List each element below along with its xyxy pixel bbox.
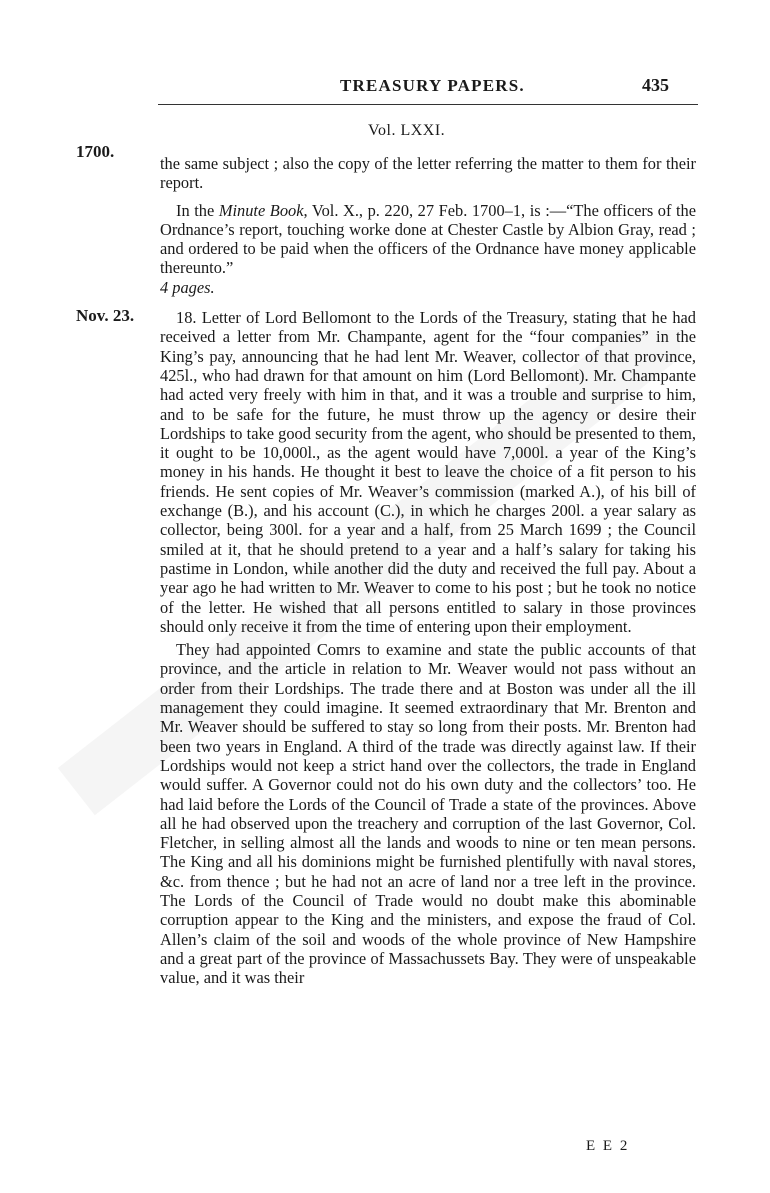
page-number: 435 <box>642 75 669 95</box>
minute-book-title: Minute Book <box>218 200 304 220</box>
signature-mark: E E 2 <box>586 1138 630 1154</box>
document-body <box>160 154 696 987</box>
paragraph-entry-18: 18. Letter of Lord Bellomont to the Lords of the Treasury, stating that he had received a letter from Mr. Champante, agent for the “four companies” in the King’s pay, announcing that he had lent Mr. Weaver, collector of that province, 425l., who had drawn for that amount on him (Lord Bellomont). Mr. Champante had acted very freely with him in that, and it was a trouble and surprise to him, and to be safe for the future, he must throw up the agency or desire their Lordships to take good security from the agent, who should be presented to them, it ought to be 10,000l., as the agent would have 7,000l. a year of the King’s money in his hands. He thought it best to leave the choice of a fit person to his friends. He sent copies of Mr. Weaver’s commission (marked A.), of his bill of exchange (B.), and his account (C.), in which he charges 200l. a year salary as collector, being 300l. for a year and a half, from 25 March 1699 ; the Council smiled at it, that he should pretend to a year and a half’s salary for taking his pastime in London, while another did the duty and received the full pay. About a year ago he had written to Mr. Weaver to come to his post ; but he took no notice of the letter. He wished that all persons entitled to salary in those provinces should only receive it from the time of entering upon their employment. <box>160 308 696 636</box>
page-count: 4 pages. <box>160 277 215 297</box>
margin-date: Nov. 23. <box>76 306 135 325</box>
minute-book-prefix: In the <box>176 200 219 220</box>
header-rule <box>158 104 698 105</box>
minute-book-text: , Vol. X., p. 220, 27 Feb. 1700–1, is :—“The officers of the Ordnance’s report, touching worke done at Chester Castle by Albion Gray, read ; and ordered to be paid when the officers of the Ordnance have money applicable thereunto.” <box>160 200 697 278</box>
volume-heading: Vol. LXXI. <box>368 122 446 139</box>
paragraph-commissioners: They had appointed Comrs to examine and state the public accounts of that province, and the article in relation to Mr. Weaver would not pass without an order from their Lordships. The trade there and at Boston was under all the ill management they could imagine. It seemed extraordinary that Mr. Brenton and Mr. Weaver should be suffered to stay so long from their posts. Mr. Brenton had been two years in England. A third of the trade was directly against law. If their Lordships would not keep a strict hand over the collectors, the trade in England would suffer. A Governor could not do his own duty and the collectors’ too. He had laid before the Lords of the Council of Trade a state of the provinces. Above all he had observed upon the treachery and corruption of the last Governor, Col. Fletcher, in selling almost all the lands and woods to nine or ten mean persons. The King and all his dominions might be furnished plentifully with naval stores, &c. from thence ; but he had not an acre of land nor a tree left in the province. The Lords of the Council of Trade would no doubt make this abominable corruption appear to the King and the ministers, and expose the fraud of Col. Allen’s claim of the soil and woods of the whole province of New Hampshire and a great part of the province of Massachussets Bay. They were of unspeakable value, and it was their <box>160 640 696 988</box>
running-header <box>0 76 770 100</box>
running-title: TREASURY PAPERS. <box>340 76 525 95</box>
paragraph-continuation: the same subject ; also the copy of the letter referring the matter to them for their report. <box>160 154 696 193</box>
margin-year: 1700. <box>76 142 115 161</box>
paragraph-minute-book <box>160 201 696 278</box>
